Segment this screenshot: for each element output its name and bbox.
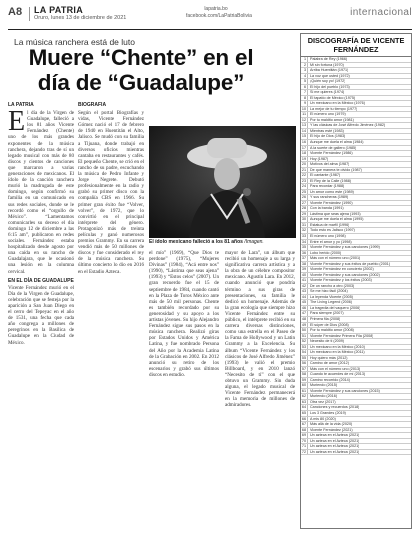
discography-item-number: 22 — [301, 173, 306, 178]
discography-item-number: 20 — [301, 162, 306, 167]
discography-item-title: Palabra de Rey (1966) — [310, 57, 348, 61]
discography-item-title: Mientras esté (1983) — [310, 128, 344, 133]
discography-item-title: Primera fila (2008) — [310, 316, 341, 321]
discography-item-number: 59 — [301, 377, 306, 382]
discography-item-title: Vicente Fernández y sus canciones (1999) — [310, 245, 380, 250]
discography-item-title: Arriba Huentitán (1971) — [310, 68, 349, 73]
discography-item-number: 19 — [301, 156, 306, 161]
singer-photo-illustration — [149, 126, 296, 238]
facebook-link: facebook.com/LaPatriaBolivia — [186, 13, 252, 19]
discography-item-number: 62 — [301, 394, 306, 399]
discography-item-number: 41 — [301, 278, 306, 283]
discography-item-number: 54 — [301, 350, 306, 355]
discography-item-number: 28 — [301, 206, 306, 211]
web-links — [186, 6, 252, 20]
article-subhead: EN EL DÍA DE GUADALUPE — [8, 277, 74, 284]
discography-item-title: Más con el número uno (2013) — [310, 366, 361, 371]
discography-item-number: 51 — [301, 333, 306, 338]
discography-item-title: Vicente Fernández y sus canciones (2002) — [310, 272, 380, 277]
discography-item-number: 68 — [301, 427, 306, 432]
discography-item-title: Vicente Fernández Primera Fila (2008) — [310, 333, 374, 338]
discography-item-title: Con la banda (1991) — [310, 206, 344, 211]
discography-item-title: El número uno (1998) — [310, 234, 346, 238]
newspaper-name: LA PATRIA — [34, 5, 84, 15]
caption-main: El ídolo mexicano falleció a los 81 años — [149, 239, 243, 245]
article-column-4 — [225, 250, 295, 528]
discography-item-number: 69 — [301, 433, 306, 438]
discography-item-number: 58 — [301, 372, 306, 377]
discography-item-number: 49 — [301, 322, 306, 327]
discography-item-number: 71 — [301, 444, 306, 449]
article-kicker: La música ranchera está de luto — [14, 37, 135, 47]
biography-byline: BIOGRAFÍA — [78, 102, 107, 108]
discography-item-title: Necesito de ti (2009) — [310, 339, 345, 344]
discography-item-title: Lobo herido (2000) — [310, 250, 342, 255]
discography-item-number: 16 — [301, 139, 306, 144]
discography-item-title: Cuando te acuerdes de mí (2013) — [310, 372, 366, 377]
discography-item-title: The Living Legend (2006) — [310, 300, 353, 305]
discography-item-title: Vicente Fernández (1986) — [310, 151, 353, 156]
article-headline: Muere “Chente” en el día de “Guadalupe” — [28, 45, 254, 95]
discography-item-title: Para recordar (1988) — [310, 184, 345, 189]
discography-item-title: Todo esto es Jalisco (1997) — [310, 228, 355, 233]
discography-item-title: Aunque me duela el alma (1995) — [310, 217, 364, 222]
discography-item-title: El súper de Dios (2008) — [310, 322, 349, 327]
article-body-4: mayor de Lara”, un álbum que recibió un homenaje a su larga y significativa carrera artística y a la obra de un célebre compositor mexicano. Agustín Lara. En 2012, cuando anunció que pondría término a sus giras de presentaciones, su familia le dedicó un homenaje. Además de la gran ecología que siempre hizo Vicente Fernández entre su público, el intérprete recibió en su carrera diversas distinciones, como una estrella en el Paseo de la Fama de Hollywood y un Latin Grammy a la Excelencia. Su álbum “Vicente Fernández y los clásicos de José Alfredo Jiménez” (1993) le valió el premio Billboard, y en 2010 lanzó “Necesito de ti” con el que obtuvo un Grammy. Sin duda alguna, el legado musical de Vicente Fernández permanecerá en la memoria de millones de admiradores. — [225, 250, 295, 409]
discography-item-number: 14 — [301, 128, 306, 133]
discography-item-number: 15 — [301, 134, 306, 139]
discography-item-number: 63 — [301, 399, 306, 404]
article-photo — [149, 126, 296, 238]
discography-list — [301, 57, 411, 455]
discography-item-number: 37 — [301, 256, 306, 261]
discography-item-number: 64 — [301, 405, 306, 410]
article-body-3: el mío” (1969), “Que Dios te perdone” (1975), “Mujeres Divinas” (1984), “Acá entre nos” (1990), “Lástima que seas ajena” (1993) y “Estos celos” (2007). Un gran recuerdo fue el 15 de septiembre de 1984, cuando cantó en la Plaza de Toros México ante más de 50 mil personas. Chente es también recordado por su generosidad y su apoyo a los artistas jóvenes. Su hijo Alejandro Fernández sigue sus pasos en la música ranchera. Realizó giras por Estados Unidos y América Latina, y fue nombrado Persona del Año por la Academia Latina de la Grabación en 2002. En 2012 anunció su retiro de los escenarios y grabó sus últimos discos en estudio. — [149, 250, 219, 378]
discography-item-title: Muriendo (2016) — [310, 394, 338, 399]
discography-item-number: 8 — [301, 96, 308, 101]
discography-item-title: Un mexicano en la México (2010) — [310, 344, 365, 349]
discography-item-number: 5 — [301, 79, 308, 84]
discography-item-number: 40 — [301, 272, 306, 277]
drop-cap: E — [8, 106, 26, 138]
discography-item-title: Mi sin fortuna (1970) — [310, 62, 344, 67]
discography-item — [301, 450, 411, 456]
discography-item-number: 39 — [301, 267, 306, 272]
discography-item-number: 50 — [301, 328, 306, 333]
discography-item-title: El hijo de Dios (1983) — [310, 134, 346, 139]
discography-box — [300, 33, 412, 529]
caption-credit: /Imagen. — [242, 239, 264, 245]
discography-item-number: 65 — [301, 411, 306, 415]
discography-item-title: Aunque me duela el alma (1984) — [310, 139, 364, 144]
discography-item-title: Otra vez (2017) — [310, 399, 336, 404]
discography-item-number: 31 — [301, 222, 306, 227]
discography-item-title: Por tu maldito amor (1981) — [310, 117, 354, 122]
discography-item-title: Vicente Fernández y los éxitos (2003) — [310, 278, 372, 283]
discography-item-title: ¡Quién soy yo! (1972) — [310, 79, 346, 84]
discography-item-title: El Rey de la Calle (1988) — [310, 178, 351, 183]
discography-item-title: Vicente Fernández (1990) — [310, 200, 353, 205]
discography-item-title: El hijo del pueblo (1973) — [310, 84, 350, 89]
discography-item-number: 13 — [301, 123, 306, 128]
discography-item-title: La leyenda Vicente (2005) — [310, 294, 353, 299]
article-byline: LA PATRIA — [8, 102, 34, 108]
discography-item-title: Un mexicano en la México (1976) — [310, 101, 365, 106]
discography-item-number: 21 — [301, 167, 306, 172]
article-body-1b: Vicente Fernández murió en el Día de la Virgen de Guadalupe, celebración que se festeja por la aparición a San Juan Diego en el cerro del Tepeyac en el año de 1531, una fecha que cada año congrega a millones de peregrinos en la Basílica de Guadalupe en la Ciudad de México. — [8, 284, 74, 346]
discography-item-title: Canciones y recuerdos (2018) — [310, 405, 360, 410]
discography-item-number: 56 — [301, 361, 306, 366]
discography-item-number: 67 — [301, 422, 306, 427]
discography-item-title: Más con el número uno (2001) — [310, 256, 361, 261]
discography-item-title: Vicente Fernández y sus éxitos de pueblo (2001) — [310, 261, 391, 266]
discography-item-title: Muriendo (2015) — [310, 383, 338, 388]
discography-item-number: 42 — [301, 283, 306, 288]
discography-item-number: 6 — [301, 85, 308, 90]
discography-item-title: Un amor como este (1989) — [310, 189, 354, 194]
section-name: internacional — [350, 7, 412, 18]
discography-item-title: La mejor de tu tiempo (1977) — [310, 106, 358, 111]
discography-item-title: Un azteca en el Azteca (2021) — [310, 438, 360, 443]
discography-item-title: Motivos del alma (1987) — [310, 162, 350, 167]
discography-item-title: El cantante (1987) — [310, 173, 341, 178]
discography-item-number: 48 — [301, 316, 306, 321]
discography-item-number: 30 — [301, 217, 306, 222]
discography-item-title: Entre el amor y yo (1998) — [310, 239, 352, 244]
discography-item-title: La voz que usted (1972) — [310, 73, 350, 78]
discography-item-title: El número uno (1979) — [310, 112, 346, 117]
discography-item-title: Un azteca en el Azteca (2021) — [310, 449, 360, 454]
page-header — [8, 4, 412, 30]
discography-item-number: 57 — [301, 366, 306, 371]
discography-item-title: Y sus rancheras (1989) — [310, 195, 349, 200]
discography-item-number: 52 — [301, 339, 306, 344]
discography-item-title: Estatua de marfil (1996) — [310, 222, 350, 227]
discography-item-title: Más allá de la vida (2020) — [310, 422, 353, 427]
discography-item-number: 1 — [301, 57, 308, 62]
discography-item-title: Por tu maldito amor (2008) — [310, 328, 354, 333]
discography-item-number: 29 — [301, 211, 306, 216]
discography-item-title: Los 3 Grandes (2019) — [310, 411, 346, 415]
discography-item-number: 7 — [301, 90, 308, 95]
discography-item-title: Vicente Fernández y sus canciones (2015) — [310, 388, 380, 393]
discography-item-title: Un azteca en el Azteca (2021) — [310, 433, 360, 438]
discography-item-number: 60 — [301, 383, 306, 388]
article-column-3 — [149, 250, 219, 528]
discography-item-number: 33 — [301, 234, 306, 238]
discography-title: DISCOGRAFÍA DE VICENTE FERNÁNDEZ — [301, 34, 411, 57]
issue-date: Oruro, lunes 13 de diciembre de 2021 — [34, 15, 127, 21]
discography-item-number: 24 — [301, 184, 306, 189]
website-link: lapatria.bo — [204, 6, 228, 12]
discography-item-title: Vicente Fernández en concierto (2002) — [310, 267, 374, 272]
discography-item-title: La tragedia del vaquero (2006) — [310, 305, 361, 310]
discography-item-title: Se me hizo fácil (2004) — [310, 289, 348, 294]
discography-item-number: 23 — [301, 178, 306, 183]
discography-item-number: 18 — [301, 151, 306, 156]
photo-caption — [149, 239, 296, 245]
discography-item-number: 27 — [301, 200, 306, 205]
header-divider — [29, 7, 30, 21]
discography-item-number: 17 — [301, 145, 306, 150]
discography-item-number: 34 — [301, 239, 306, 244]
discography-item-number: 3 — [301, 68, 308, 73]
discography-item-title: Hoy quiero más (2012) — [310, 355, 348, 360]
discography-item-number: 9 — [301, 101, 308, 106]
discography-item-title: Y las clásicas de José Alfredo Jiménez (1982) — [310, 123, 386, 128]
discography-item-title: Camino recorrido (2014) — [310, 377, 350, 382]
discography-item-number: 36 — [301, 250, 306, 255]
discography-item-number: 11 — [302, 112, 306, 117]
discography-item-number: 43 — [301, 289, 306, 294]
discography-item-number: 32 — [301, 228, 306, 233]
discography-item-number: 46 — [301, 305, 306, 310]
discography-item-number: 38 — [301, 261, 306, 266]
article-column-2 — [78, 102, 144, 528]
discography-item-number: 12 — [301, 117, 306, 122]
discography-item-title: Vicente Fernández (2021) — [310, 427, 353, 432]
discography-item-number: 66 — [301, 416, 306, 421]
discography-item-number: 53 — [301, 344, 306, 349]
article-body-2: Según el portal Biografías y vidas, Vicente Fernández Gómez nació el 17 de febrero de 1940 en Huentitán el Alto, Jalisco. Se mudó con su familia a Tijuana, donde trabajó en diversos oficios mientras cantaba en restaurantes y cafés. El pequeño Chente, se crió en el rancho de su padre, escuchando la música de Pedro Infante y Jorge Negrete. Debutó profesionalmente en la radio y grabó su primer disco con la compañía CBS en 1966. Su primer gran éxito fue “Volver, volver”, de 1972, que lo convirtió en el principal intérprete del género. Protagonizó más de treinta películas y ganó numerosos premios Grammy. En su carrera vendió más de 50 millones de discos y fue considerado el rey de la música ranchera. Su último concierto lo dio en 2016 en el Estadio Azteca. — [78, 110, 144, 275]
discography-item-number: 72 — [301, 449, 306, 454]
discography-item-title: A la suerte de gallero (1985) — [310, 145, 357, 150]
discography-item-title: Si me quieres (1974) — [310, 90, 345, 95]
discography-item-number: 25 — [301, 189, 306, 194]
page-number: A8 — [8, 6, 23, 18]
discography-item-title: Camino de amor (2012) — [310, 361, 349, 366]
discography-item-title: Un mexicano en la México (2011) — [310, 350, 365, 355]
discography-item-number: 45 — [301, 300, 306, 305]
discography-item-title: A mis 80 (2020) — [310, 416, 336, 421]
discography-item-number: 2 — [301, 63, 308, 68]
discography-item-number: 70 — [301, 438, 306, 443]
discography-item-title: Lástima que seas ajena (1993) — [310, 211, 361, 216]
article-column-1 — [8, 102, 74, 528]
discography-item-number: 47 — [301, 311, 306, 316]
discography-item-number: 55 — [301, 355, 306, 360]
discography-item-number: 26 — [301, 195, 306, 200]
discography-item-number: 35 — [301, 245, 306, 250]
article-body-1: l día de la Virgen de Guadalupe, falleció a los 81 años Vicente Fernández (Chente) uno de los más grandes exponentes de la música ranchera, dejando tras de sí un legado musical con más de 80 discos y cientos de canciones que marcaron a varias generaciones de mexicanos. El ídolo de la canción ranchera murió la madrugada de este domingo, según confirmó su familia en un comunicado en sus redes sociales, donde se le recordó como el “orgullo de México”. “Lamentamos comunicarles su deceso el día domingo 12 de diciembre a las 6:15 am”, publicaron en redes sociales. Fernández estaba hospitalizado desde agosto por una caída en su rancho de Guadalajara, que le ocasionó una lesión en la columna cervical. — [8, 110, 74, 275]
discography-item-title: El tapatío de México (1975) — [310, 95, 356, 100]
discography-item-title: Hoy (1987) — [310, 156, 329, 161]
discography-item-title: Un azteca en el Azteca (2021) — [310, 444, 360, 449]
discography-item-number: 4 — [301, 74, 308, 79]
discography-item-title: Para siempre (2007) — [310, 311, 344, 316]
discography-item-number: 61 — [301, 388, 306, 393]
discography-item-number: 44 — [301, 294, 306, 299]
discography-item-title: De que manera te olvido (1987) — [310, 167, 362, 172]
discography-item-title: De un rancho a otro (2003) — [310, 283, 355, 288]
discography-item-number: 10 — [301, 106, 306, 111]
